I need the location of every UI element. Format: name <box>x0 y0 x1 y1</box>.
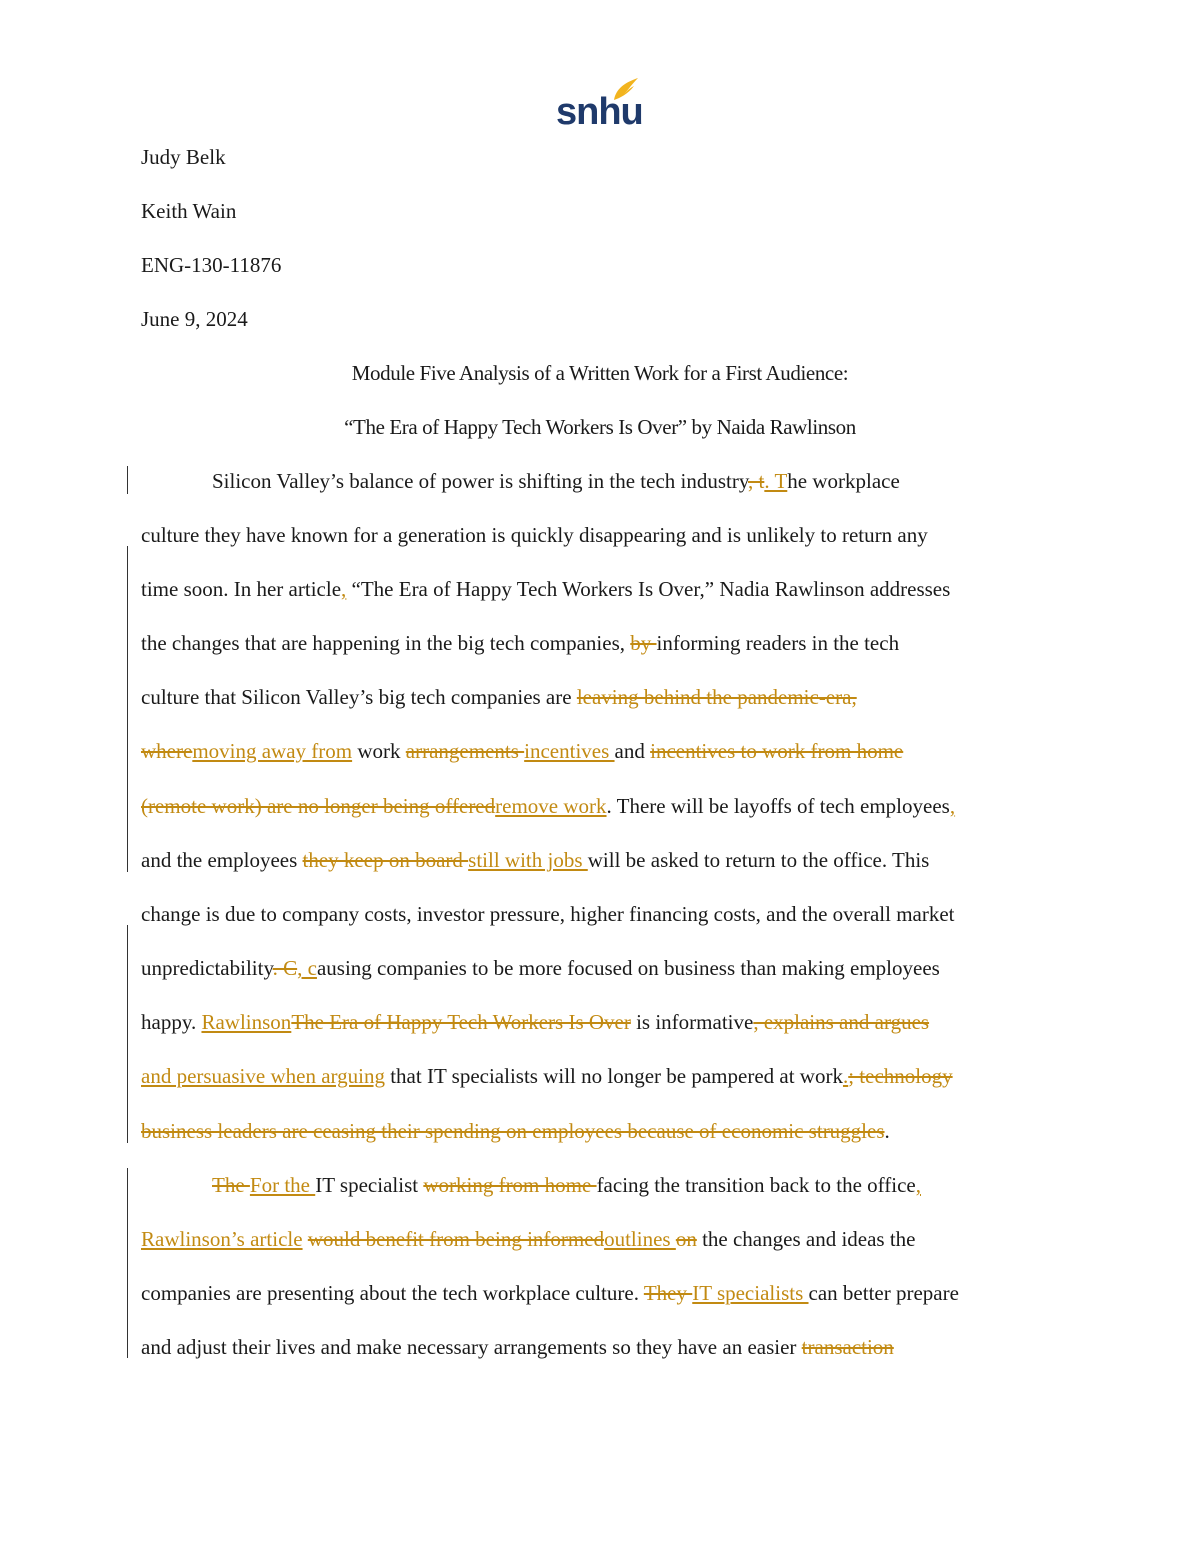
body-line <box>141 575 950 603</box>
inserted-text: incentives <box>524 739 615 763</box>
body-line <box>141 521 928 549</box>
body-line <box>141 1008 929 1036</box>
body-line <box>141 1279 959 1307</box>
body-text: can better prepare <box>808 1281 959 1305</box>
deleted-text: business leaders are ceasing their spending on employees because of economic struggles <box>141 1119 885 1143</box>
body-text: “The Era of Happy Tech Workers Is Over,” Nadia Rawlinson addresses <box>346 577 951 601</box>
inserted-text: For the <box>249 1173 316 1197</box>
body-text: . There will be layoffs of tech employees <box>606 794 950 818</box>
deleted-text: transaction <box>801 1335 894 1359</box>
deleted-text: The <box>212 1173 250 1197</box>
deleted-text: where <box>141 739 193 763</box>
body-line <box>141 683 857 711</box>
deleted-text: They <box>643 1281 693 1305</box>
body-line <box>141 846 929 874</box>
body-text: unpredictability <box>141 956 273 980</box>
body-text: culture that Silicon Valley’s big tech companies are <box>141 685 577 709</box>
body-line <box>141 792 955 820</box>
body-line <box>141 954 940 982</box>
inserted-text: . <box>842 1064 849 1088</box>
body-text: will be asked to return to the office. This <box>587 848 930 872</box>
change-bar <box>127 1168 128 1358</box>
body-text: . <box>884 1119 890 1143</box>
deleted-text: , t <box>747 469 765 493</box>
deleted-text: leaving behind the pandemic-era, <box>576 685 857 709</box>
body-text: time soon. In her article <box>141 577 342 601</box>
change-bar <box>127 925 128 1143</box>
deleted-text: would benefit from being informed <box>307 1227 605 1251</box>
body-line <box>141 1333 894 1361</box>
body-text: he workplace <box>787 469 900 493</box>
body-text: the changes that are happening in the big tech companies, <box>141 631 631 655</box>
body-line <box>212 1171 921 1199</box>
body-text: and <box>614 739 651 763</box>
body-text: happy. <box>141 1010 202 1034</box>
deleted-text: incentives to work from home <box>650 739 904 763</box>
deleted-text: on <box>675 1227 697 1251</box>
inserted-text: , <box>949 794 956 818</box>
inserted-text: IT specialists <box>692 1281 809 1305</box>
title-line-2: “The Era of Happy Tech Workers Is Over” by Naida Rawlinson <box>344 415 856 439</box>
body-line <box>141 1117 890 1145</box>
body-text: IT specialist <box>315 1173 424 1197</box>
body-text: change is due to company costs, investor pressure, higher financing costs, and the overall market <box>141 902 955 926</box>
body-line <box>141 737 903 765</box>
deleted-text: (remote work) are no longer being offered <box>141 794 496 818</box>
body-text: facing the transition back to the office <box>596 1173 916 1197</box>
inserted-text: , c <box>297 956 317 980</box>
change-bar <box>127 466 128 494</box>
body-line <box>141 1062 953 1090</box>
date: June 9, 2024 <box>141 307 248 331</box>
inserted-text: , <box>915 1173 921 1197</box>
body-line <box>141 629 899 657</box>
inserted-text: and persuasive when arguing <box>141 1064 385 1088</box>
inserted-text: outlines <box>604 1227 676 1251</box>
snhu-logo <box>556 76 643 133</box>
body-text: that IT specialists will no longer be pampered at work <box>384 1064 843 1088</box>
body-text: informing readers in the tech <box>656 631 900 655</box>
inserted-text: moving away from <box>192 739 353 763</box>
deleted-text: ; technology <box>848 1064 953 1088</box>
inserted-text: remove work <box>495 794 607 818</box>
inserted-text: . T <box>764 469 788 493</box>
student-name: Judy Belk <box>141 145 226 169</box>
body-text: culture they have known for a generation is quickly disappearing and is unlikely to return any <box>141 523 928 547</box>
body-line <box>212 467 900 495</box>
deleted-text: arrangements <box>405 739 525 763</box>
body-text: ausing companies to be more focused on business than making employees <box>316 956 940 980</box>
body-text: work <box>352 739 406 763</box>
instructor-name: Keith Wain <box>141 199 237 223</box>
title-line-1: Module Five Analysis of a Written Work for a First Audience: <box>351 361 849 385</box>
body-text: and adjust their lives and make necessary arrangements so they have an easier <box>141 1335 802 1359</box>
body-line <box>141 900 955 928</box>
body-text: Silicon Valley’s balance of power is shifting in the tech industry <box>212 469 748 493</box>
inserted-text: Rawlinson’s article <box>141 1227 303 1251</box>
logo-wordmark: snhu <box>556 91 643 133</box>
body-text: and the employees <box>141 848 303 872</box>
deleted-text: by <box>630 631 657 655</box>
inserted-text: , <box>341 577 347 601</box>
change-bar <box>127 546 128 872</box>
body-text: the changes and ideas the <box>696 1227 916 1251</box>
course-code: ENG-130-11876 <box>141 253 282 277</box>
deleted-text: working from home <box>423 1173 597 1197</box>
deleted-text: they keep on board <box>302 848 469 872</box>
deleted-text: , explains and argues <box>753 1010 930 1034</box>
flame-icon <box>610 76 640 102</box>
deleted-text: . C <box>272 956 298 980</box>
inserted-text: Rawlinson <box>201 1010 292 1034</box>
body-text: is informative <box>630 1010 754 1034</box>
body-line <box>141 1225 916 1253</box>
inserted-text: still with jobs <box>468 848 588 872</box>
deleted-text: The Era of Happy Tech Workers Is Over <box>291 1010 631 1034</box>
body-text: companies are presenting about the tech workplace culture. <box>141 1281 644 1305</box>
